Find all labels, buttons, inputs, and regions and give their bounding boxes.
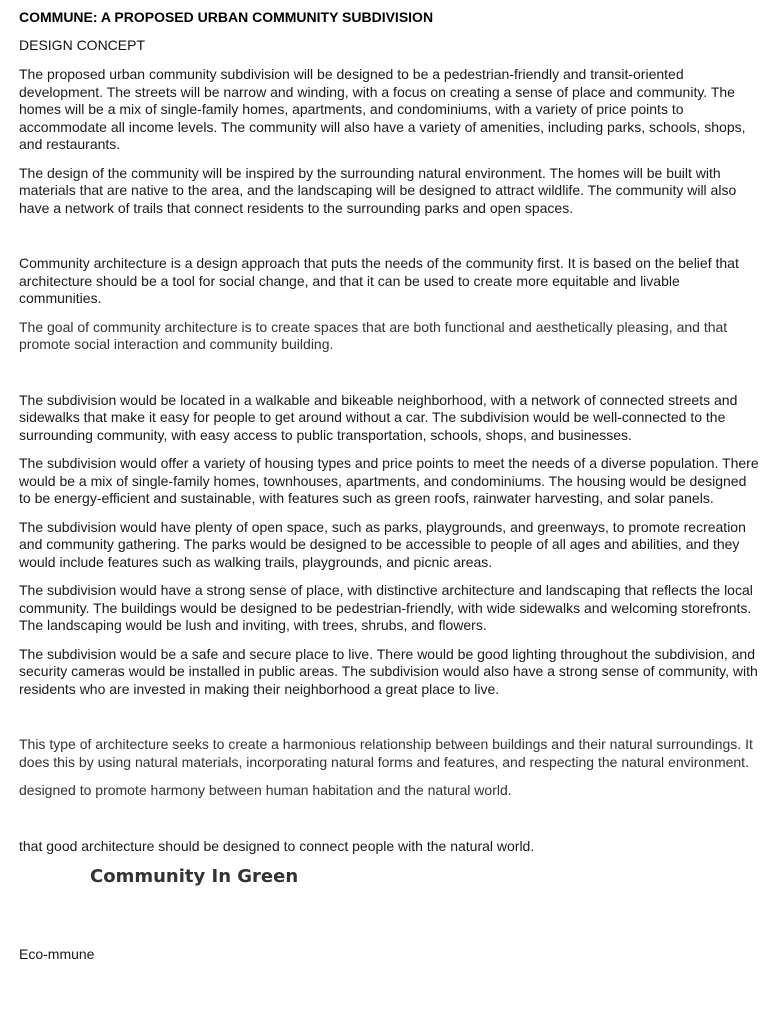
paragraph-community-architecture: Community architecture is a design approach that puts the needs of the community first. It is based on the belief that architecture should be a tool for social change, and that it can be used to create more equitable and livable communities. bbox=[19, 255, 739, 306]
section-heading-design-concept: DESIGN CONCEPT bbox=[19, 37, 146, 53]
paragraph-safety: The subdivision would be a safe and secure place to live. There would be good lighting throughout the subdivision, and security cameras would be installed in public areas. The subdivision would also have a strong sense of community, with residents who are invested in making their neighborhood a great place to live. bbox=[19, 645, 758, 697]
paragraph-intro: The proposed urban community subdivision will be designed to be a pedestrian-friendly and transit-oriented development. The streets will be narrow and winding, with a focus on creating a sense of place and community. The homes will be a mix of single-family homes, apartments, and condominiums, with a variety of price points to accommodate all income levels. The community will also have a variety of amenities, including parks, schools, shops, and restaurants. bbox=[19, 66, 746, 152]
document-title: COMMUNE: A PROPOSED URBAN COMMUNITY SUBDIVISION bbox=[19, 9, 434, 25]
heading-community-in-green: Community In Green bbox=[90, 866, 299, 887]
paragraph-open-space: The subdivision would have plenty of open space, such as parks, playgrounds, and greenways, to promote recreation and community gathering. The parks would be designed to be accessible to people of all ages and abilities, and they would include features such as walking trails, playgrounds, and picnic areas. bbox=[19, 518, 746, 570]
paragraph-harmony: designed to promote harmony between human habitation and the natural world. bbox=[19, 782, 512, 798]
paragraph-walkable: The subdivision would be located in a walkable and bikeable neighborhood, with a network of connected streets and sidewalks that make it easy for people to get around without a car. The subdivision would be well-connected to the surrounding community, with easy access to public transportation, schools, shops, and businesses. bbox=[19, 391, 738, 443]
paragraph-sense-of-place: The subdivision would have a strong sense of place, with distinctive architecture and landscaping that reflects the local community. The buildings would be designed to be pedestrian-friendly, with wide sidewalks and welcoming storefronts. The landscaping would be lush and inviting, with trees, shrubs, and flowers. bbox=[19, 582, 753, 633]
paragraph-architecture-goal: The goal of community architecture is to create spaces that are both functional and aesthetically pleasing, and that promote social interaction and community building. bbox=[19, 318, 728, 352]
document-page bbox=[19, 9, 761, 963]
paragraph-housing: The subdivision would offer a variety of housing types and price points to meet the needs of a diverse population. There would be a mix of single-family homes, townhouses, apartments, and condominiums. The housing would be designed to be energy-efficient and sustainable, with features such as green roofs, rainwater harvesting, and solar panels. bbox=[19, 455, 759, 506]
paragraph-connect-nature: that good architecture should be designed to connect people with the natural world. bbox=[19, 837, 535, 854]
footer-label: Eco-mmune bbox=[19, 946, 95, 962]
paragraph-design-inspiration: The design of the community will be inspired by the surrounding natural environment. The homes will be built with materials that are native to the area, and the landscaping will be designed to attract wildlife. The community will also have a network of trails that connect residents to the surrounding parks and open spaces. bbox=[19, 164, 737, 216]
paragraph-natural-architecture: This type of architecture seeks to create a harmonious relationship between buildings and their natural surroundings. It does this by using natural materials, incorporating natural forms and features, and respecting the natural environment. bbox=[19, 736, 753, 770]
